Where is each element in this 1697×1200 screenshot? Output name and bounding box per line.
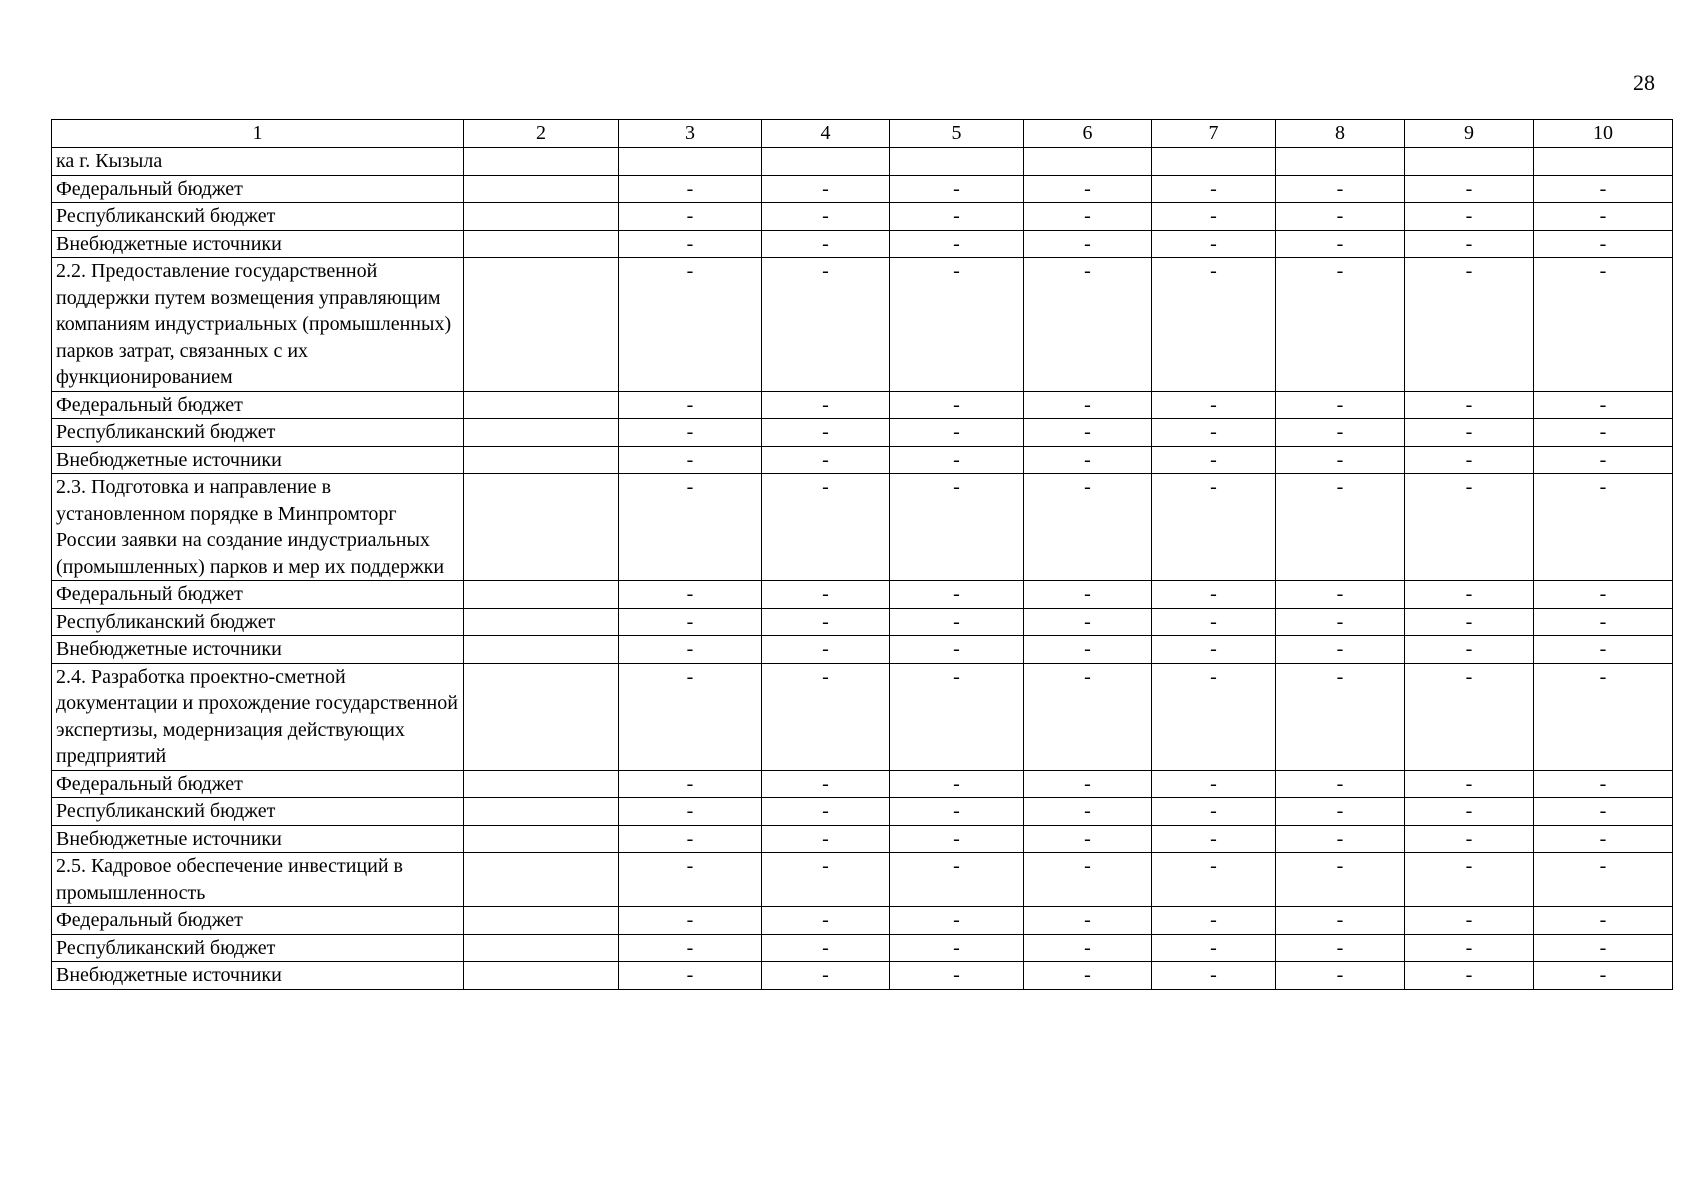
- row-label: Внебюджетные источники: [52, 446, 464, 474]
- row-label: Федеральный бюджет: [52, 581, 464, 609]
- value-cell: -: [1152, 230, 1276, 258]
- empty-cell: [464, 608, 619, 636]
- value-cell: -: [619, 907, 762, 935]
- value-cell: -: [1276, 258, 1405, 392]
- empty-cell: [464, 391, 619, 419]
- column-header: 5: [890, 120, 1024, 148]
- empty-cell: [464, 853, 619, 907]
- value-cell: [1024, 148, 1152, 176]
- empty-cell: [464, 581, 619, 609]
- value-cell: -: [1024, 474, 1152, 581]
- value-cell: -: [762, 581, 890, 609]
- value-cell: -: [619, 446, 762, 474]
- value-cell: -: [1405, 230, 1534, 258]
- row-label: Федеральный бюджет: [52, 391, 464, 419]
- value-cell: -: [890, 608, 1024, 636]
- table-row: [52, 175, 1673, 203]
- row-label: 2.2. Предоставление государственной поддержки путем возмещения управляющим компаниям индустриальных (промышленных) парков затрат, связанных с их функционированием: [52, 258, 464, 392]
- value-cell: -: [762, 825, 890, 853]
- value-cell: -: [1405, 258, 1534, 392]
- empty-cell: [464, 419, 619, 447]
- value-cell: -: [762, 258, 890, 392]
- row-label: 2.4. Разработка проектно-сметной документации и прохождение государственной экспертизы, модернизация действующих предприятий: [52, 663, 464, 770]
- row-label: Республиканский бюджет: [52, 608, 464, 636]
- value-cell: -: [762, 636, 890, 664]
- value-cell: -: [1534, 203, 1673, 231]
- value-cell: -: [1152, 258, 1276, 392]
- value-cell: -: [1276, 962, 1405, 990]
- value-cell: -: [1152, 581, 1276, 609]
- value-cell: -: [1405, 175, 1534, 203]
- value-cell: -: [1152, 663, 1276, 770]
- value-cell: -: [619, 636, 762, 664]
- table-row: [52, 663, 1673, 770]
- value-cell: -: [1152, 907, 1276, 935]
- value-cell: -: [762, 203, 890, 231]
- table-row: [52, 203, 1673, 231]
- empty-cell: [464, 798, 619, 826]
- value-cell: -: [890, 798, 1024, 826]
- value-cell: -: [1024, 175, 1152, 203]
- value-cell: [619, 148, 762, 176]
- value-cell: -: [1152, 474, 1276, 581]
- value-cell: -: [1276, 230, 1405, 258]
- value-cell: -: [1534, 175, 1673, 203]
- value-cell: -: [1534, 663, 1673, 770]
- column-header: 8: [1276, 120, 1405, 148]
- value-cell: -: [1024, 608, 1152, 636]
- value-cell: -: [762, 907, 890, 935]
- value-cell: -: [1405, 203, 1534, 231]
- value-cell: -: [890, 474, 1024, 581]
- value-cell: -: [1276, 391, 1405, 419]
- value-cell: -: [1152, 446, 1276, 474]
- value-cell: -: [1405, 663, 1534, 770]
- value-cell: -: [762, 770, 890, 798]
- value-cell: -: [1024, 391, 1152, 419]
- value-cell: -: [1534, 934, 1673, 962]
- value-cell: [1405, 148, 1534, 176]
- value-cell: -: [1276, 446, 1405, 474]
- value-cell: -: [1276, 636, 1405, 664]
- value-cell: -: [1405, 636, 1534, 664]
- value-cell: -: [1024, 419, 1152, 447]
- column-header: 2: [464, 120, 619, 148]
- value-cell: -: [1276, 419, 1405, 447]
- column-header: 10: [1534, 120, 1673, 148]
- empty-cell: [464, 962, 619, 990]
- value-cell: -: [762, 934, 890, 962]
- value-cell: -: [762, 962, 890, 990]
- value-cell: -: [1024, 446, 1152, 474]
- value-cell: -: [1534, 853, 1673, 907]
- table-row: [52, 608, 1673, 636]
- value-cell: -: [1534, 907, 1673, 935]
- value-cell: -: [1405, 446, 1534, 474]
- value-cell: -: [619, 391, 762, 419]
- empty-cell: [464, 148, 619, 176]
- value-cell: -: [890, 230, 1024, 258]
- value-cell: -: [1024, 258, 1152, 392]
- value-cell: -: [1024, 581, 1152, 609]
- table-row: [52, 962, 1673, 990]
- value-cell: -: [1534, 581, 1673, 609]
- column-header: 3: [619, 120, 762, 148]
- value-cell: -: [890, 907, 1024, 935]
- value-cell: -: [890, 663, 1024, 770]
- value-cell: -: [1405, 962, 1534, 990]
- value-cell: -: [619, 419, 762, 447]
- value-cell: -: [1405, 419, 1534, 447]
- value-cell: -: [1534, 474, 1673, 581]
- value-cell: -: [619, 962, 762, 990]
- value-cell: -: [619, 798, 762, 826]
- column-header: 1: [52, 120, 464, 148]
- value-cell: -: [890, 203, 1024, 231]
- value-cell: -: [1405, 934, 1534, 962]
- value-cell: -: [1405, 907, 1534, 935]
- value-cell: -: [1405, 474, 1534, 581]
- value-cell: -: [1276, 663, 1405, 770]
- value-cell: -: [762, 608, 890, 636]
- value-cell: -: [1534, 230, 1673, 258]
- empty-cell: [464, 663, 619, 770]
- value-cell: [1276, 148, 1405, 176]
- value-cell: -: [1405, 825, 1534, 853]
- value-cell: -: [762, 798, 890, 826]
- page-number: 28: [1633, 70, 1655, 95]
- value-cell: -: [1405, 798, 1534, 826]
- value-cell: -: [890, 175, 1024, 203]
- row-label: Федеральный бюджет: [52, 770, 464, 798]
- column-header: 6: [1024, 120, 1152, 148]
- value-cell: -: [1405, 770, 1534, 798]
- value-cell: [1152, 148, 1276, 176]
- empty-cell: [464, 825, 619, 853]
- value-cell: -: [890, 825, 1024, 853]
- value-cell: -: [1276, 203, 1405, 231]
- value-cell: -: [762, 391, 890, 419]
- column-header: 4: [762, 120, 890, 148]
- value-cell: -: [1534, 636, 1673, 664]
- value-cell: -: [1152, 391, 1276, 419]
- value-cell: -: [1534, 825, 1673, 853]
- value-cell: -: [619, 663, 762, 770]
- column-header-row: [52, 120, 1673, 148]
- value-cell: [762, 148, 890, 176]
- table-row: [52, 934, 1673, 962]
- value-cell: -: [1276, 175, 1405, 203]
- value-cell: -: [762, 663, 890, 770]
- value-cell: -: [890, 446, 1024, 474]
- value-cell: -: [1024, 636, 1152, 664]
- value-cell: -: [1152, 608, 1276, 636]
- value-cell: -: [762, 474, 890, 581]
- value-cell: -: [1024, 230, 1152, 258]
- table-row: [52, 636, 1673, 664]
- row-label: Внебюджетные источники: [52, 230, 464, 258]
- value-cell: -: [1024, 907, 1152, 935]
- empty-cell: [464, 175, 619, 203]
- column-header: 9: [1405, 120, 1534, 148]
- value-cell: -: [1152, 853, 1276, 907]
- value-cell: -: [890, 853, 1024, 907]
- empty-cell: [464, 636, 619, 664]
- value-cell: -: [1534, 258, 1673, 392]
- value-cell: -: [890, 636, 1024, 664]
- value-cell: -: [1276, 474, 1405, 581]
- value-cell: -: [1152, 636, 1276, 664]
- row-label: 2.3. Подготовка и направление в установленном порядке в Минпромторг России заявки на создание индустриальных (промышленных) парков и мер их поддержки: [52, 474, 464, 581]
- value-cell: -: [762, 419, 890, 447]
- empty-cell: [464, 474, 619, 581]
- value-cell: -: [619, 934, 762, 962]
- empty-cell: [464, 907, 619, 935]
- value-cell: [890, 148, 1024, 176]
- value-cell: -: [1024, 934, 1152, 962]
- value-cell: -: [1405, 608, 1534, 636]
- value-cell: -: [1534, 962, 1673, 990]
- empty-cell: [464, 230, 619, 258]
- value-cell: -: [619, 608, 762, 636]
- value-cell: -: [762, 175, 890, 203]
- value-cell: -: [1152, 770, 1276, 798]
- value-cell: -: [619, 853, 762, 907]
- row-label: Республиканский бюджет: [52, 798, 464, 826]
- row-label: Республиканский бюджет: [52, 934, 464, 962]
- value-cell: -: [1024, 853, 1152, 907]
- value-cell: -: [619, 770, 762, 798]
- table-row: [52, 907, 1673, 935]
- value-cell: -: [1534, 798, 1673, 826]
- value-cell: -: [1405, 391, 1534, 419]
- value-cell: -: [619, 203, 762, 231]
- value-cell: -: [890, 391, 1024, 419]
- value-cell: -: [619, 258, 762, 392]
- table-row: [52, 148, 1673, 176]
- value-cell: -: [1534, 770, 1673, 798]
- table-body: [52, 148, 1673, 990]
- value-cell: -: [1024, 798, 1152, 826]
- table-row: [52, 258, 1673, 392]
- value-cell: -: [619, 175, 762, 203]
- value-cell: -: [1405, 581, 1534, 609]
- value-cell: -: [762, 446, 890, 474]
- value-cell: -: [890, 770, 1024, 798]
- value-cell: -: [1024, 962, 1152, 990]
- value-cell: -: [1276, 770, 1405, 798]
- value-cell: -: [1024, 663, 1152, 770]
- table-row: [52, 474, 1673, 581]
- value-cell: -: [762, 230, 890, 258]
- value-cell: -: [1276, 581, 1405, 609]
- value-cell: [1534, 148, 1673, 176]
- row-label: Внебюджетные источники: [52, 636, 464, 664]
- value-cell: -: [1534, 608, 1673, 636]
- value-cell: -: [619, 230, 762, 258]
- value-cell: -: [890, 581, 1024, 609]
- value-cell: -: [1276, 853, 1405, 907]
- table-row: [52, 770, 1673, 798]
- value-cell: -: [1152, 934, 1276, 962]
- value-cell: -: [1276, 934, 1405, 962]
- value-cell: -: [1276, 798, 1405, 826]
- table-row: [52, 581, 1673, 609]
- empty-cell: [464, 446, 619, 474]
- value-cell: -: [1534, 446, 1673, 474]
- empty-cell: [464, 934, 619, 962]
- value-cell: -: [1152, 798, 1276, 826]
- table-row: [52, 230, 1673, 258]
- value-cell: -: [1152, 825, 1276, 853]
- value-cell: -: [1152, 175, 1276, 203]
- value-cell: -: [890, 962, 1024, 990]
- table-row: [52, 446, 1673, 474]
- table-row: [52, 419, 1673, 447]
- column-header: 7: [1152, 120, 1276, 148]
- value-cell: -: [890, 934, 1024, 962]
- budget-table: [51, 119, 1673, 990]
- value-cell: -: [619, 825, 762, 853]
- value-cell: -: [890, 258, 1024, 392]
- value-cell: -: [1024, 770, 1152, 798]
- value-cell: -: [1024, 825, 1152, 853]
- row-label: Федеральный бюджет: [52, 907, 464, 935]
- row-label: ка г. Кызыла: [52, 148, 464, 176]
- value-cell: -: [1152, 203, 1276, 231]
- table-row: [52, 391, 1673, 419]
- row-label: Республиканский бюджет: [52, 419, 464, 447]
- row-label: Республиканский бюджет: [52, 203, 464, 231]
- value-cell: -: [1024, 203, 1152, 231]
- value-cell: -: [762, 853, 890, 907]
- value-cell: -: [1276, 608, 1405, 636]
- empty-cell: [464, 770, 619, 798]
- empty-cell: [464, 258, 619, 392]
- row-label: 2.5. Кадровое обеспечение инвестиций в промышленность: [52, 853, 464, 907]
- value-cell: -: [619, 474, 762, 581]
- value-cell: -: [1152, 962, 1276, 990]
- value-cell: -: [1534, 419, 1673, 447]
- empty-cell: [464, 203, 619, 231]
- row-label: Внебюджетные источники: [52, 825, 464, 853]
- value-cell: -: [619, 581, 762, 609]
- value-cell: -: [1276, 825, 1405, 853]
- row-label: Внебюджетные источники: [52, 962, 464, 990]
- row-label: Федеральный бюджет: [52, 175, 464, 203]
- value-cell: -: [1276, 907, 1405, 935]
- value-cell: -: [1405, 853, 1534, 907]
- table-row: [52, 825, 1673, 853]
- table-row: [52, 853, 1673, 907]
- value-cell: -: [1534, 391, 1673, 419]
- table-row: [52, 798, 1673, 826]
- value-cell: -: [1152, 419, 1276, 447]
- value-cell: -: [890, 419, 1024, 447]
